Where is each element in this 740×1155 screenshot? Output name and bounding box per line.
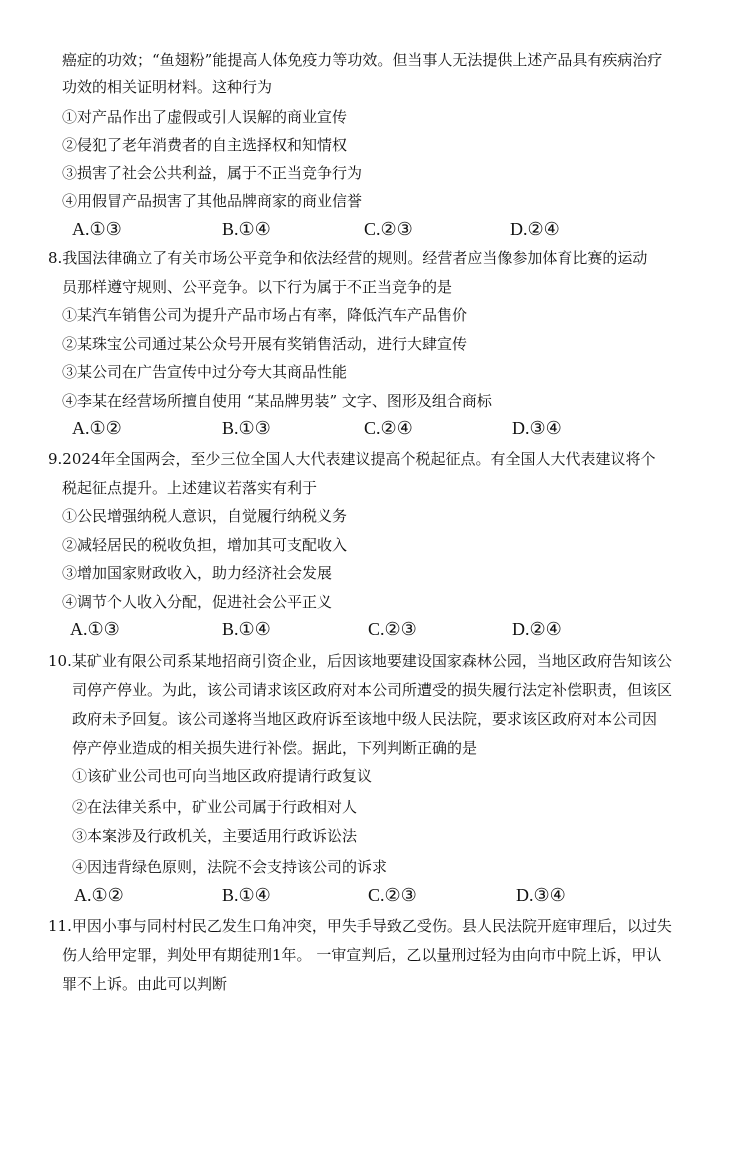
question-10-stem-line-2: 司停产停业。为此，该公司请求该区政府对本公司所遭受的损失履行法定补偿职责，但该区	[72, 681, 673, 699]
option-c: C.②③	[368, 885, 417, 905]
option-b: B.①④	[222, 885, 271, 905]
option-a: A.①②	[74, 885, 124, 905]
question-9-stem-line-2: 税起征点提升。上述建议若落实有利于	[62, 479, 318, 497]
question-10-stem-line-3: 政府未予回复。该公司遂将当地区政府诉至该地中级人民法院，要求该区政府对本公司因	[72, 710, 658, 728]
question-10-stem-line-4: 停产停业造成的相关损失进行补偿。据此，下列判断正确的是	[72, 739, 478, 757]
question-7-text-line-1: 癌症的功效；“鱼翅粉”能提高人体免疫力等功效。但当事人无法提供上述产品具有疾病治疗	[62, 51, 663, 69]
option-a: A.①②	[72, 418, 122, 438]
option-c: C.②④	[364, 418, 413, 438]
question-8-statement-3: ③某公司在广告宣传中过分夸大其商品性能	[62, 363, 348, 381]
question-10-statement-1: ①该矿业公司也可向当地区政府提请行政复议	[72, 767, 373, 785]
question-8-options	[0, 415, 740, 441]
option-c: C.②③	[364, 219, 413, 239]
option-d: D.②④	[510, 219, 560, 239]
option-d: D.②④	[512, 619, 562, 639]
question-8-statement-4: ④李某在经营场所擅自使用 “某品牌男装” 文字、图形及组合商标	[62, 392, 492, 410]
option-b: B.①④	[222, 619, 271, 639]
question-7-statement-1: ①对产品作出了虚假或引人误解的商业宣传	[62, 108, 348, 126]
question-7-options	[0, 216, 740, 242]
question-11-stem-line-3: 罪不上诉。由此可以判断	[62, 975, 228, 993]
question-8-stem-line-1: 8.我国法律确立了有关市场公平竞争和依法经营的规则。经营者应当像参加体育比赛的运动	[48, 249, 648, 267]
question-9-options	[0, 616, 740, 642]
question-8-stem-line-2: 员那样遵守规则、公平竞争。以下行为属于不正当竞争的是	[62, 278, 453, 296]
option-c: C.②③	[368, 619, 417, 639]
option-a: A.①③	[72, 219, 122, 239]
question-7-text-line-2: 功效的相关证明材料。这种行为	[62, 78, 273, 96]
question-10-statement-4: ④因违背绿色原则，法院不会支持该公司的诉求	[72, 858, 388, 876]
question-10-options	[0, 882, 740, 908]
question-9-stem-line-1: 9.2024年全国两会，至少三位全国人大代表建议提高个税起征点。有全国人大代表建议将个	[48, 450, 656, 468]
question-10-statement-3: ③本案涉及行政机关，主要适用行政诉讼法	[72, 827, 358, 845]
question-11-stem-line-1: 11.甲因小事与同村村民乙发生口角冲突，甲失手导致乙受伤。县人民法院开庭审理后，以过失	[48, 917, 672, 935]
question-10-statement-2: ②在法律关系中，矿业公司属于行政相对人	[72, 798, 358, 816]
option-a: A.①③	[70, 619, 120, 639]
question-10-stem-line-1: 10.某矿业有限公司系某地招商引资企业，后因该地要建设国家森林公园，当地区政府告知该公	[48, 652, 672, 670]
question-11-stem-line-2: 伤人给甲定罪，判处甲有期徒刑1年。 一审宣判后，乙以量刑过轻为由向市中院上诉，甲认	[62, 946, 662, 964]
question-9-statement-4: ④调节个人收入分配，促进社会公平正义	[62, 593, 333, 611]
question-8-statement-1: ①某汽车销售公司为提升产品市场占有率，降低汽车产品售价	[62, 306, 468, 324]
question-7-statement-4: ④用假冒产品损害了其他品牌商家的商业信誉	[62, 192, 363, 210]
question-9-statement-1: ①公民增强纳税人意识，自觉履行纳税义务	[62, 507, 348, 525]
option-b: B.①③	[222, 418, 271, 438]
option-b: B.①④	[222, 219, 271, 239]
question-9-statement-3: ③增加国家财政收入，助力经济社会发展	[62, 564, 333, 582]
question-8-statement-2: ②某珠宝公司通过某公众号开展有奖销售活动，进行大肆宣传	[62, 335, 468, 353]
option-d: D.③④	[512, 418, 562, 438]
option-d: D.③④	[516, 885, 566, 905]
question-7-statement-3: ③损害了社会公共利益，属于不正当竞争行为	[62, 164, 363, 182]
question-9-statement-2: ②减轻居民的税收负担，增加其可支配收入	[62, 536, 348, 554]
question-7-statement-2: ②侵犯了老年消费者的自主选择权和知情权	[62, 136, 348, 154]
